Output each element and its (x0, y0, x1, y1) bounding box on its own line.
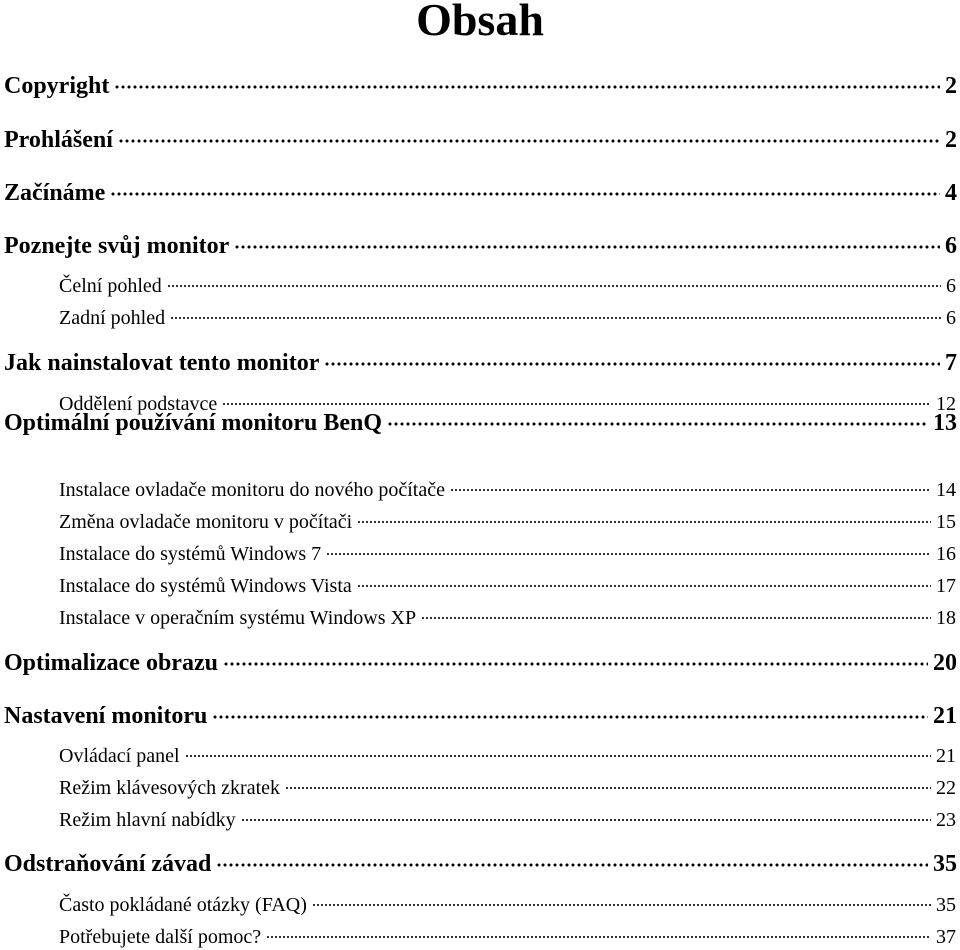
toc-entry-page: 15 (936, 511, 956, 533)
dot-leader (312, 891, 931, 911)
toc-subentry[interactable] (59, 806, 956, 833)
dot-leader (234, 229, 940, 253)
toc-subentry[interactable] (59, 923, 956, 950)
toc-entry[interactable] (4, 699, 957, 731)
dot-leader (212, 699, 928, 723)
toc-entry-label: Optimální používání monitoru BenQ (4, 410, 383, 436)
dot-leader (266, 923, 931, 943)
toc-subentry[interactable] (59, 272, 956, 299)
toc-entry-label: Instalace do systémů Windows 7 (59, 543, 322, 565)
toc-entry-label: Změna ovladače monitoru v počítači (59, 511, 353, 533)
toc-entry-page: 21 (933, 703, 957, 729)
toc-entry-label: Nastavení monitoru (4, 703, 208, 729)
toc-entry-label: Instalace ovladače monitoru do nového počítače (59, 479, 445, 501)
toc-entry-page: 37 (936, 926, 956, 948)
toc-entry-label: Poznejte svůj monitor (4, 233, 230, 259)
dot-leader (357, 508, 931, 528)
toc-entry-page: 6 (946, 275, 956, 297)
toc-entry-page: 17 (936, 575, 956, 597)
toc-entry-page: 6 (946, 307, 956, 329)
toc-subentry[interactable] (59, 742, 956, 769)
toc-entry-page: 35 (933, 851, 957, 877)
toc-subentry[interactable] (59, 572, 956, 599)
toc-subentry[interactable] (59, 508, 956, 535)
toc-entry[interactable] (4, 69, 957, 101)
toc-entry-page: 6 (945, 233, 957, 259)
toc-entry[interactable] (4, 406, 957, 438)
dot-leader (285, 774, 931, 794)
toc-subentry[interactable] (59, 774, 956, 801)
dot-leader (185, 742, 932, 762)
toc-entry-page: 16 (936, 543, 956, 565)
dot-leader (114, 69, 940, 93)
toc-entry-page: 21 (936, 745, 956, 767)
toc-entry-label: Potřebujete další pomoc? (59, 926, 262, 948)
toc-entry-page: 4 (945, 180, 957, 206)
toc-entry-page: 35 (936, 894, 956, 916)
toc-entry-label: Režim klávesových zkratek (59, 777, 281, 799)
toc-entry-label: Instalace v operačním systému Windows XP (59, 607, 417, 629)
toc-entry-label: Instalace do systémů Windows Vista (59, 575, 352, 597)
toc-entry-page: 12 (936, 393, 956, 415)
toc-entry[interactable] (4, 346, 957, 378)
dot-leader (170, 304, 941, 324)
toc-entry-label: Jak nainstalovat tento monitor (4, 350, 320, 376)
toc-entry-label: Optimalizace obrazu (4, 650, 218, 676)
toc-entry-label: Prohlášení (4, 127, 113, 153)
toc-entry-label: Čelní pohled (59, 275, 162, 297)
toc-subentry[interactable] (59, 540, 956, 567)
toc-entry-label: Zadní pohled (59, 307, 166, 329)
dot-leader (326, 540, 931, 560)
toc-entry[interactable] (4, 123, 957, 155)
dot-leader (216, 847, 928, 871)
toc-entry-page: 2 (945, 73, 957, 99)
toc-entry-label: Ovládací panel (59, 745, 180, 767)
dot-leader (110, 176, 940, 200)
toc-entry[interactable] (4, 646, 957, 678)
dot-leader (450, 476, 931, 496)
toc-entry-label: Copyright (4, 73, 110, 99)
dot-leader (421, 604, 931, 624)
dot-leader (223, 646, 928, 670)
dot-leader (241, 806, 931, 826)
toc-entry-page: 14 (936, 479, 956, 501)
toc-entry-label: Často pokládané otázky (FAQ) (59, 894, 307, 916)
dot-leader (387, 406, 928, 430)
toc-entry-page: 18 (936, 607, 956, 629)
dot-leader (118, 123, 940, 147)
toc-subentry[interactable] (59, 891, 956, 918)
toc-entry[interactable] (4, 847, 957, 879)
toc-subentry[interactable] (59, 304, 956, 331)
toc-entry-label: Režim hlavní nabídky (59, 809, 236, 831)
toc-entry-page: 20 (933, 650, 957, 676)
toc-entry-page: 22 (936, 777, 956, 799)
page-title: Obsah (416, 0, 544, 45)
dot-leader (324, 346, 940, 370)
toc-entry-page: 7 (945, 350, 957, 376)
toc-entry-page: 23 (936, 809, 956, 831)
toc-entry-label: Začínáme (4, 180, 106, 206)
dot-leader (167, 272, 941, 292)
toc-entry[interactable] (4, 229, 957, 261)
toc-entry-page: 13 (933, 410, 957, 436)
dot-leader (357, 572, 931, 592)
toc-subentry[interactable] (59, 604, 956, 631)
toc-subentry[interactable] (59, 476, 956, 503)
toc-entry-label: Oddělení podstavce (59, 393, 218, 415)
toc-entry-label: Odstraňování závad (4, 851, 212, 877)
toc-entry[interactable] (4, 176, 957, 208)
toc-entry-page: 2 (945, 127, 957, 153)
